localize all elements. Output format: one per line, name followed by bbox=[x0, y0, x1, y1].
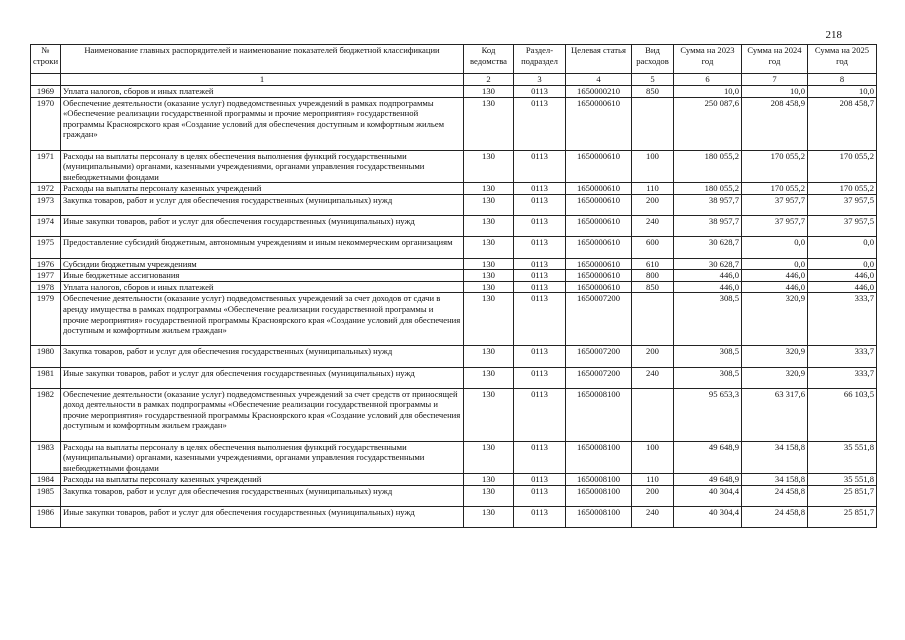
row-sum-2025: 446,0 bbox=[808, 281, 877, 293]
row-dept-code: 130 bbox=[464, 150, 514, 183]
row-sum-2024: 10,0 bbox=[742, 86, 808, 98]
row-dept-code: 130 bbox=[464, 270, 514, 282]
row-sum-2024: 320,9 bbox=[742, 367, 808, 388]
row-expense-type: 850 bbox=[632, 281, 674, 293]
row-sum-2025: 333,7 bbox=[808, 346, 877, 367]
row-name: Закупка товаров, работ и услуг для обеспечения государственных (муниципальных) нужд bbox=[61, 346, 464, 367]
row-name: Расходы на выплаты персоналу в целях обеспечения выполнения функций государственными (муниципальными) органами, казенными учреждениями, органами управления государственными внебюджетными фондами bbox=[61, 441, 464, 474]
column-number-row bbox=[31, 74, 877, 86]
header-row-no: № строки bbox=[31, 45, 61, 74]
row-target-item: 1650000610 bbox=[566, 97, 632, 150]
column-number: 8 bbox=[808, 74, 877, 86]
row-sum-2025: 25 851,7 bbox=[808, 507, 877, 528]
header-expense-type: Вид расходов bbox=[632, 45, 674, 74]
row-sum-2025: 208 458,7 bbox=[808, 97, 877, 150]
row-name: Уплата налогов, сборов и иных платежей bbox=[61, 281, 464, 293]
row-sum-2023: 308,5 bbox=[674, 367, 742, 388]
row-dept-code: 130 bbox=[464, 216, 514, 237]
column-number: 4 bbox=[566, 74, 632, 86]
row-number: 1978 bbox=[31, 281, 61, 293]
row-sum-2024: 320,9 bbox=[742, 293, 808, 346]
row-sum-2025: 25 851,7 bbox=[808, 486, 877, 507]
row-expense-type: 610 bbox=[632, 258, 674, 270]
row-sum-2024: 34 158,8 bbox=[742, 474, 808, 486]
row-sum-2023: 180 055,2 bbox=[674, 150, 742, 183]
row-sum-2023: 40 304,4 bbox=[674, 507, 742, 528]
row-name: Предоставление субсидий бюджетным, автономным учреждениям и иным некоммерческим организациям bbox=[61, 237, 464, 258]
row-name: Закупка товаров, работ и услуг для обеспечения государственных (муниципальных) нужд bbox=[61, 486, 464, 507]
row-name: Субсидии бюджетным учреждениям bbox=[61, 258, 464, 270]
table-row bbox=[31, 216, 877, 237]
row-sum-2023: 446,0 bbox=[674, 270, 742, 282]
row-dept-code: 130 bbox=[464, 486, 514, 507]
row-section: 0113 bbox=[514, 150, 566, 183]
row-target-item: 1650000610 bbox=[566, 183, 632, 195]
row-name: Обеспечение деятельности (оказание услуг) подведомственных учреждений в рамках подпрограммы «Обеспечение реализации государственной программы и прочие мероприятия» государственной программы Красноярского края «Создание условий для обеспечения доступным и комфортным жильем граждан» bbox=[61, 97, 464, 150]
row-number: 1977 bbox=[31, 270, 61, 282]
row-dept-code: 130 bbox=[464, 388, 514, 441]
row-sum-2024: 170 055,2 bbox=[742, 150, 808, 183]
row-number: 1979 bbox=[31, 293, 61, 346]
budget-table bbox=[30, 44, 877, 528]
row-section: 0113 bbox=[514, 281, 566, 293]
table-row bbox=[31, 194, 877, 215]
row-number: 1983 bbox=[31, 441, 61, 474]
table-row bbox=[31, 474, 877, 486]
row-sum-2023: 95 653,3 bbox=[674, 388, 742, 441]
row-sum-2023: 446,0 bbox=[674, 281, 742, 293]
table-row bbox=[31, 486, 877, 507]
row-number: 1984 bbox=[31, 474, 61, 486]
row-name: Иные закупки товаров, работ и услуг для обеспечения государственных (муниципальных) нужд bbox=[61, 216, 464, 237]
row-section: 0113 bbox=[514, 97, 566, 150]
row-section: 0113 bbox=[514, 388, 566, 441]
row-expense-type: 110 bbox=[632, 183, 674, 195]
row-expense-type: 850 bbox=[632, 86, 674, 98]
row-target-item: 1650000610 bbox=[566, 281, 632, 293]
row-section: 0113 bbox=[514, 258, 566, 270]
row-dept-code: 130 bbox=[464, 293, 514, 346]
row-target-item: 1650008100 bbox=[566, 388, 632, 441]
row-dept-code: 130 bbox=[464, 183, 514, 195]
row-dept-code: 130 bbox=[464, 367, 514, 388]
row-dept-code: 130 bbox=[464, 237, 514, 258]
table-body bbox=[31, 86, 877, 528]
row-number: 1982 bbox=[31, 388, 61, 441]
row-dept-code: 130 bbox=[464, 86, 514, 98]
table-row bbox=[31, 258, 877, 270]
row-section: 0113 bbox=[514, 293, 566, 346]
row-expense-type: 600 bbox=[632, 237, 674, 258]
row-expense-type: 240 bbox=[632, 507, 674, 528]
row-section: 0113 bbox=[514, 367, 566, 388]
header-target-item: Целевая статья bbox=[566, 45, 632, 74]
row-sum-2025: 333,7 bbox=[808, 367, 877, 388]
row-sum-2025: 333,7 bbox=[808, 293, 877, 346]
row-target-item: 1650000610 bbox=[566, 194, 632, 215]
column-number: 1 bbox=[61, 74, 464, 86]
row-expense-type: 200 bbox=[632, 194, 674, 215]
row-sum-2023: 40 304,4 bbox=[674, 486, 742, 507]
row-number: 1976 bbox=[31, 258, 61, 270]
row-target-item: 1650008100 bbox=[566, 441, 632, 474]
row-dept-code: 130 bbox=[464, 258, 514, 270]
page-number: 218 bbox=[825, 29, 842, 41]
row-sum-2023: 308,5 bbox=[674, 293, 742, 346]
row-sum-2023: 180 055,2 bbox=[674, 183, 742, 195]
column-number: 2 bbox=[464, 74, 514, 86]
table-row bbox=[31, 367, 877, 388]
row-expense-type: 240 bbox=[632, 216, 674, 237]
row-dept-code: 130 bbox=[464, 281, 514, 293]
header-dept-code: Код ведомства bbox=[464, 45, 514, 74]
header-name: Наименование главных распорядителей и наименование показателей бюджетной классификации bbox=[61, 45, 464, 74]
table-row bbox=[31, 388, 877, 441]
row-expense-type: 240 bbox=[632, 367, 674, 388]
row-expense-type: 100 bbox=[632, 441, 674, 474]
row-expense-type: 800 bbox=[632, 270, 674, 282]
row-expense-type: 200 bbox=[632, 346, 674, 367]
row-target-item: 1650000610 bbox=[566, 258, 632, 270]
row-sum-2024: 170 055,2 bbox=[742, 183, 808, 195]
row-number: 1974 bbox=[31, 216, 61, 237]
header-sum-2025: Сумма на 2025 год bbox=[808, 45, 877, 74]
row-sum-2024: 208 458,9 bbox=[742, 97, 808, 150]
row-dept-code: 130 bbox=[464, 194, 514, 215]
row-number: 1980 bbox=[31, 346, 61, 367]
row-sum-2025: 0,0 bbox=[808, 237, 877, 258]
row-sum-2025: 66 103,5 bbox=[808, 388, 877, 441]
row-name: Расходы на выплаты персоналу казенных учреждений bbox=[61, 474, 464, 486]
row-expense-type: 100 bbox=[632, 150, 674, 183]
row-sum-2025: 446,0 bbox=[808, 270, 877, 282]
row-sum-2025: 170 055,2 bbox=[808, 183, 877, 195]
row-dept-code: 130 bbox=[464, 441, 514, 474]
row-expense-type: 110 bbox=[632, 474, 674, 486]
row-section: 0113 bbox=[514, 194, 566, 215]
row-section: 0113 bbox=[514, 507, 566, 528]
header-sum-2023: Сумма на 2023 год bbox=[674, 45, 742, 74]
row-target-item: 1650008100 bbox=[566, 507, 632, 528]
row-sum-2025: 35 551,8 bbox=[808, 441, 877, 474]
table-row bbox=[31, 346, 877, 367]
row-target-item: 1650000210 bbox=[566, 86, 632, 98]
column-number: 7 bbox=[742, 74, 808, 86]
row-section: 0113 bbox=[514, 216, 566, 237]
row-sum-2025: 37 957,5 bbox=[808, 216, 877, 237]
row-sum-2024: 0,0 bbox=[742, 258, 808, 270]
row-name: Иные закупки товаров, работ и услуг для обеспечения государственных (муниципальных) нужд bbox=[61, 507, 464, 528]
row-expense-type bbox=[632, 97, 674, 150]
table-row bbox=[31, 183, 877, 195]
row-sum-2024: 320,9 bbox=[742, 346, 808, 367]
row-target-item: 1650008100 bbox=[566, 486, 632, 507]
header-row bbox=[31, 45, 877, 74]
column-number: 6 bbox=[674, 74, 742, 86]
row-sum-2025: 0,0 bbox=[808, 258, 877, 270]
row-name: Расходы на выплаты персоналу казенных учреждений bbox=[61, 183, 464, 195]
row-name: Закупка товаров, работ и услуг для обеспечения государственных (муниципальных) нужд bbox=[61, 194, 464, 215]
row-number: 1981 bbox=[31, 367, 61, 388]
row-sum-2024: 446,0 bbox=[742, 270, 808, 282]
column-number bbox=[31, 74, 61, 86]
row-target-item: 1650000610 bbox=[566, 270, 632, 282]
table-row bbox=[31, 270, 877, 282]
row-sum-2023: 49 648,9 bbox=[674, 441, 742, 474]
row-dept-code: 130 bbox=[464, 507, 514, 528]
row-name: Обеспечение деятельности (оказание услуг) подведомственных учреждений за счет доходов от сдачи в аренду имущества в рамках подпрограммы «Обеспечение реализации государственной программы и прочие мероприятия» государственной программы Красноярского края «Создание условий для обеспечения доступным и комфортным жильем граждан» bbox=[61, 293, 464, 346]
row-name: Иные бюджетные ассигнования bbox=[61, 270, 464, 282]
column-number: 3 bbox=[514, 74, 566, 86]
row-sum-2023: 38 957,7 bbox=[674, 194, 742, 215]
table-row bbox=[31, 507, 877, 528]
row-sum-2023: 30 628,7 bbox=[674, 237, 742, 258]
column-number: 5 bbox=[632, 74, 674, 86]
row-dept-code: 130 bbox=[464, 97, 514, 150]
row-number: 1969 bbox=[31, 86, 61, 98]
row-expense-type bbox=[632, 388, 674, 441]
table-row bbox=[31, 86, 877, 98]
row-name: Уплата налогов, сборов и иных платежей bbox=[61, 86, 464, 98]
row-dept-code: 130 bbox=[464, 346, 514, 367]
row-sum-2024: 24 458,8 bbox=[742, 507, 808, 528]
row-name: Расходы на выплаты персоналу в целях обеспечения выполнения функций государственными (муниципальными) органами, казенными учреждениями, органами управления государственными внебюджетными фондами bbox=[61, 150, 464, 183]
row-name: Обеспечение деятельности (оказание услуг) подведомственных учреждений за счет средств от приносящей доход деятельности в рамках подпрограммы «Обеспечение реализации государственной программы и прочие мероприятия» государственной программы Красноярского края «Создание условий для обеспечения доступным и комфортным жильем граждан» bbox=[61, 388, 464, 441]
row-number: 1985 bbox=[31, 486, 61, 507]
row-target-item: 1650000610 bbox=[566, 237, 632, 258]
row-section: 0113 bbox=[514, 346, 566, 367]
row-sum-2023: 308,5 bbox=[674, 346, 742, 367]
row-target-item: 1650007200 bbox=[566, 293, 632, 346]
row-sum-2024: 446,0 bbox=[742, 281, 808, 293]
row-sum-2024: 37 957,7 bbox=[742, 194, 808, 215]
row-sum-2024: 37 957,7 bbox=[742, 216, 808, 237]
row-target-item: 1650007200 bbox=[566, 367, 632, 388]
table-row bbox=[31, 237, 877, 258]
header-sum-2024: Сумма на 2024 год bbox=[742, 45, 808, 74]
row-sum-2024: 63 317,6 bbox=[742, 388, 808, 441]
row-expense-type: 200 bbox=[632, 486, 674, 507]
table-row bbox=[31, 441, 877, 474]
row-section: 0113 bbox=[514, 441, 566, 474]
row-target-item: 1650008100 bbox=[566, 474, 632, 486]
row-section: 0113 bbox=[514, 486, 566, 507]
row-sum-2025: 35 551,8 bbox=[808, 474, 877, 486]
row-sum-2025: 170 055,2 bbox=[808, 150, 877, 183]
row-sum-2024: 0,0 bbox=[742, 237, 808, 258]
row-dept-code: 130 bbox=[464, 474, 514, 486]
row-section: 0113 bbox=[514, 474, 566, 486]
table-row bbox=[31, 281, 877, 293]
row-sum-2023: 10,0 bbox=[674, 86, 742, 98]
row-sum-2023: 250 087,6 bbox=[674, 97, 742, 150]
table-row bbox=[31, 150, 877, 183]
row-sum-2023: 38 957,7 bbox=[674, 216, 742, 237]
row-sum-2025: 37 957,5 bbox=[808, 194, 877, 215]
row-section: 0113 bbox=[514, 183, 566, 195]
row-name: Иные закупки товаров, работ и услуг для обеспечения государственных (муниципальных) нужд bbox=[61, 367, 464, 388]
header-section: Раздел-подраздел bbox=[514, 45, 566, 74]
row-number: 1973 bbox=[31, 194, 61, 215]
row-sum-2023: 49 648,9 bbox=[674, 474, 742, 486]
table-row bbox=[31, 97, 877, 150]
row-expense-type bbox=[632, 293, 674, 346]
table-row bbox=[31, 293, 877, 346]
row-sum-2025: 10,0 bbox=[808, 86, 877, 98]
row-sum-2024: 24 458,8 bbox=[742, 486, 808, 507]
row-number: 1972 bbox=[31, 183, 61, 195]
row-target-item: 1650000610 bbox=[566, 216, 632, 237]
row-number: 1971 bbox=[31, 150, 61, 183]
row-target-item: 1650007200 bbox=[566, 346, 632, 367]
row-target-item: 1650000610 bbox=[566, 150, 632, 183]
row-sum-2024: 34 158,8 bbox=[742, 441, 808, 474]
row-section: 0113 bbox=[514, 270, 566, 282]
row-number: 1975 bbox=[31, 237, 61, 258]
row-section: 0113 bbox=[514, 237, 566, 258]
row-number: 1986 bbox=[31, 507, 61, 528]
row-section: 0113 bbox=[514, 86, 566, 98]
row-sum-2023: 30 628,7 bbox=[674, 258, 742, 270]
row-number: 1970 bbox=[31, 97, 61, 150]
